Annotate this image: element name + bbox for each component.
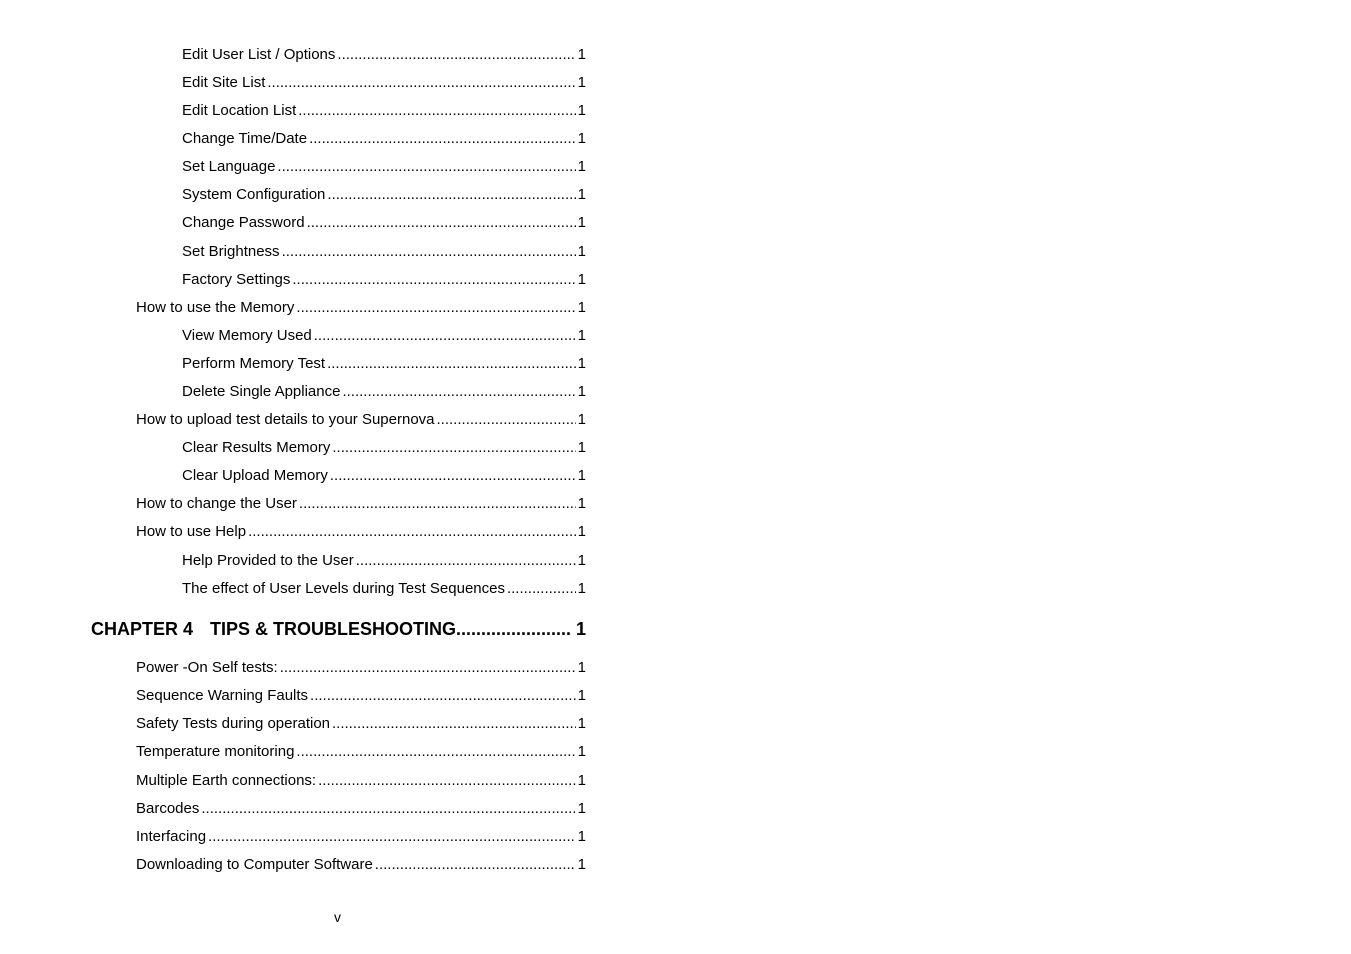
toc-dot-leader (298, 102, 575, 120)
toc-dot-leader (277, 158, 575, 176)
toc-dot-leader (292, 271, 575, 289)
toc-entry-title: The effect of User Levels during Test Sequences (182, 580, 505, 597)
toc-page-number: 1 (577, 46, 586, 63)
toc-entry-title: Downloading to Computer Software (136, 856, 373, 873)
toc-entry-edit-location-list[interactable] (182, 102, 586, 120)
toc-entry-title: Temperature monitoring (136, 743, 295, 760)
toc-dot-leader (437, 411, 576, 429)
toc-page-number: 1 (577, 102, 586, 119)
page-folio: v (334, 909, 341, 925)
toc-dot-leader (267, 74, 575, 92)
toc-page-number: 1 (577, 355, 586, 372)
toc-entry-title: Change Time/Date (182, 130, 308, 147)
toc-entry-title: Safety Tests during operation (136, 715, 331, 732)
toc-entry-delete-single-appliance[interactable] (182, 383, 586, 401)
toc-page-number: 1 (577, 715, 586, 732)
toc-chapter-heading[interactable] (91, 618, 586, 640)
toc-page-number: 1 (577, 659, 586, 676)
toc-dot-leader (299, 495, 576, 513)
toc-entry-barcodes[interactable] (136, 800, 586, 818)
toc-entry-title: How to change the User (136, 495, 297, 512)
toc-dot-leader (309, 130, 576, 148)
toc-page-number: 1 (577, 523, 586, 540)
toc-page-number: 1 (577, 158, 586, 175)
toc-page-number: 1 (577, 130, 586, 147)
toc-page-number: 1 (577, 186, 586, 203)
toc-entry-title: Factory Settings (182, 271, 291, 288)
toc-entry-title: Clear Results Memory (182, 439, 331, 456)
toc-dot-leader (314, 327, 576, 345)
chapter-title: TIPS & TROUBLESHOOTING (210, 619, 457, 639)
toc-dot-leader (337, 46, 575, 64)
toc-dot-leader (201, 800, 575, 818)
toc-dot-leader (332, 715, 576, 733)
toc-entry-factory-settings[interactable] (182, 271, 586, 289)
toc-entry-title: Barcodes (136, 800, 200, 817)
toc-entry-title: Clear Upload Memory (182, 467, 328, 484)
toc-dot-leader (507, 580, 576, 598)
toc-entry-title: Perform Memory Test (182, 355, 326, 372)
toc-entry-perform-memory-test[interactable] (182, 355, 586, 373)
toc-entry-user-levels-effect[interactable] (182, 580, 586, 598)
toc-page-number: 1 (577, 271, 586, 288)
toc-dot-leader (296, 299, 575, 317)
toc-entry-multiple-earth-connections[interactable] (136, 772, 586, 790)
toc-dot-leader (375, 856, 576, 874)
toc-page-number: 1 (577, 580, 586, 597)
toc-entry-title: Set Language (182, 158, 276, 175)
toc-dot-leader (248, 523, 576, 541)
toc-page-number: 1 (577, 411, 586, 428)
toc-entry-title: Sequence Warning Faults (136, 687, 309, 704)
toc-entry-title: Power -On Self tests: (136, 659, 278, 676)
toc-page-number: 1 (577, 74, 586, 91)
toc-dot-leader (296, 743, 575, 761)
toc-entry-clear-results-memory[interactable] (182, 439, 586, 457)
toc-entry-title: Edit Site List (182, 74, 266, 91)
toc-entry-title: View Memory Used (182, 327, 312, 344)
toc-entry-how-to-change-user[interactable] (136, 495, 586, 513)
chapter-label: CHAPTER 4 (91, 619, 194, 639)
chapter-page-number: 1 (575, 619, 586, 639)
toc-dot-leader (318, 772, 576, 790)
toc-entry-title: Set Brightness (182, 243, 280, 260)
toc-dot-leader (327, 186, 575, 204)
toc-entry-temperature-monitoring[interactable] (136, 743, 586, 761)
toc-entry-title: Help Provided to the User (182, 552, 354, 569)
toc-dot-leader (456, 618, 572, 640)
toc-entry-power-on-self-tests[interactable] (136, 659, 586, 677)
toc-entry-safety-tests[interactable] (136, 715, 586, 733)
toc-page-number: 1 (577, 743, 586, 760)
toc-dot-leader (332, 439, 575, 457)
toc-page-number: 1 (577, 495, 586, 512)
toc-dot-leader (208, 828, 576, 846)
toc-dot-leader (280, 659, 576, 677)
toc-entry-how-to-use-help[interactable] (136, 523, 586, 541)
toc-entry-title: System Configuration (182, 186, 326, 203)
toc-entry-how-to-use-memory[interactable] (136, 299, 586, 317)
toc-entry-title: Edit Location List (182, 102, 297, 119)
toc-entry-help-provided[interactable] (182, 552, 586, 570)
toc-entry-edit-user-list[interactable] (182, 46, 586, 64)
toc-entry-title: How to upload test details to your Supernova (136, 411, 435, 428)
toc-entry-system-configuration[interactable] (182, 186, 586, 204)
toc-page-number: 1 (577, 243, 586, 260)
toc-dot-leader (310, 687, 576, 705)
toc-dot-leader (356, 552, 576, 570)
toc-page-number: 1 (577, 383, 586, 400)
toc-entry-interfacing[interactable] (136, 828, 586, 846)
toc-page-number: 1 (577, 552, 586, 569)
toc-page-number: 1 (577, 828, 586, 845)
toc-entry-set-language[interactable] (182, 158, 586, 176)
toc-entry-change-password[interactable] (182, 214, 586, 232)
toc-page-number: 1 (577, 772, 586, 789)
toc-page-number: 1 (577, 214, 586, 231)
toc-entry-title: How to use Help (136, 523, 247, 540)
toc-entry-clear-upload-memory[interactable] (182, 467, 586, 485)
toc-entry-change-time-date[interactable] (182, 130, 586, 148)
toc-dot-leader (327, 355, 576, 373)
toc-entry-title: Edit User List / Options (182, 46, 336, 63)
toc-entry-upload-test-details[interactable] (136, 411, 586, 429)
toc-dot-leader (282, 243, 576, 261)
toc-entry-set-brightness[interactable] (182, 243, 586, 261)
toc-dot-leader (307, 214, 576, 232)
toc-dot-leader (342, 383, 575, 401)
toc-page-number: 1 (577, 467, 586, 484)
toc-entry-edit-site-list[interactable] (182, 74, 586, 92)
toc-entry-view-memory-used[interactable] (182, 327, 586, 345)
toc-entry-title: Delete Single Appliance (182, 383, 341, 400)
toc-page-number: 1 (577, 327, 586, 344)
toc-entry-title: Multiple Earth connections: (136, 772, 317, 789)
toc-entry-title: Change Password (182, 214, 305, 231)
toc-dot-leader (330, 467, 576, 485)
toc-entry-title: How to use the Memory (136, 299, 295, 316)
toc-entry-title: Interfacing (136, 828, 207, 845)
toc-page-number: 1 (577, 856, 586, 873)
toc-page-number: 1 (577, 800, 586, 817)
toc-page-number: 1 (577, 439, 586, 456)
toc-page-number: 1 (577, 299, 586, 316)
toc-entry-sequence-warning-faults[interactable] (136, 687, 586, 705)
toc-entry-downloading-software[interactable] (136, 856, 586, 874)
toc-page-number: 1 (577, 687, 586, 704)
